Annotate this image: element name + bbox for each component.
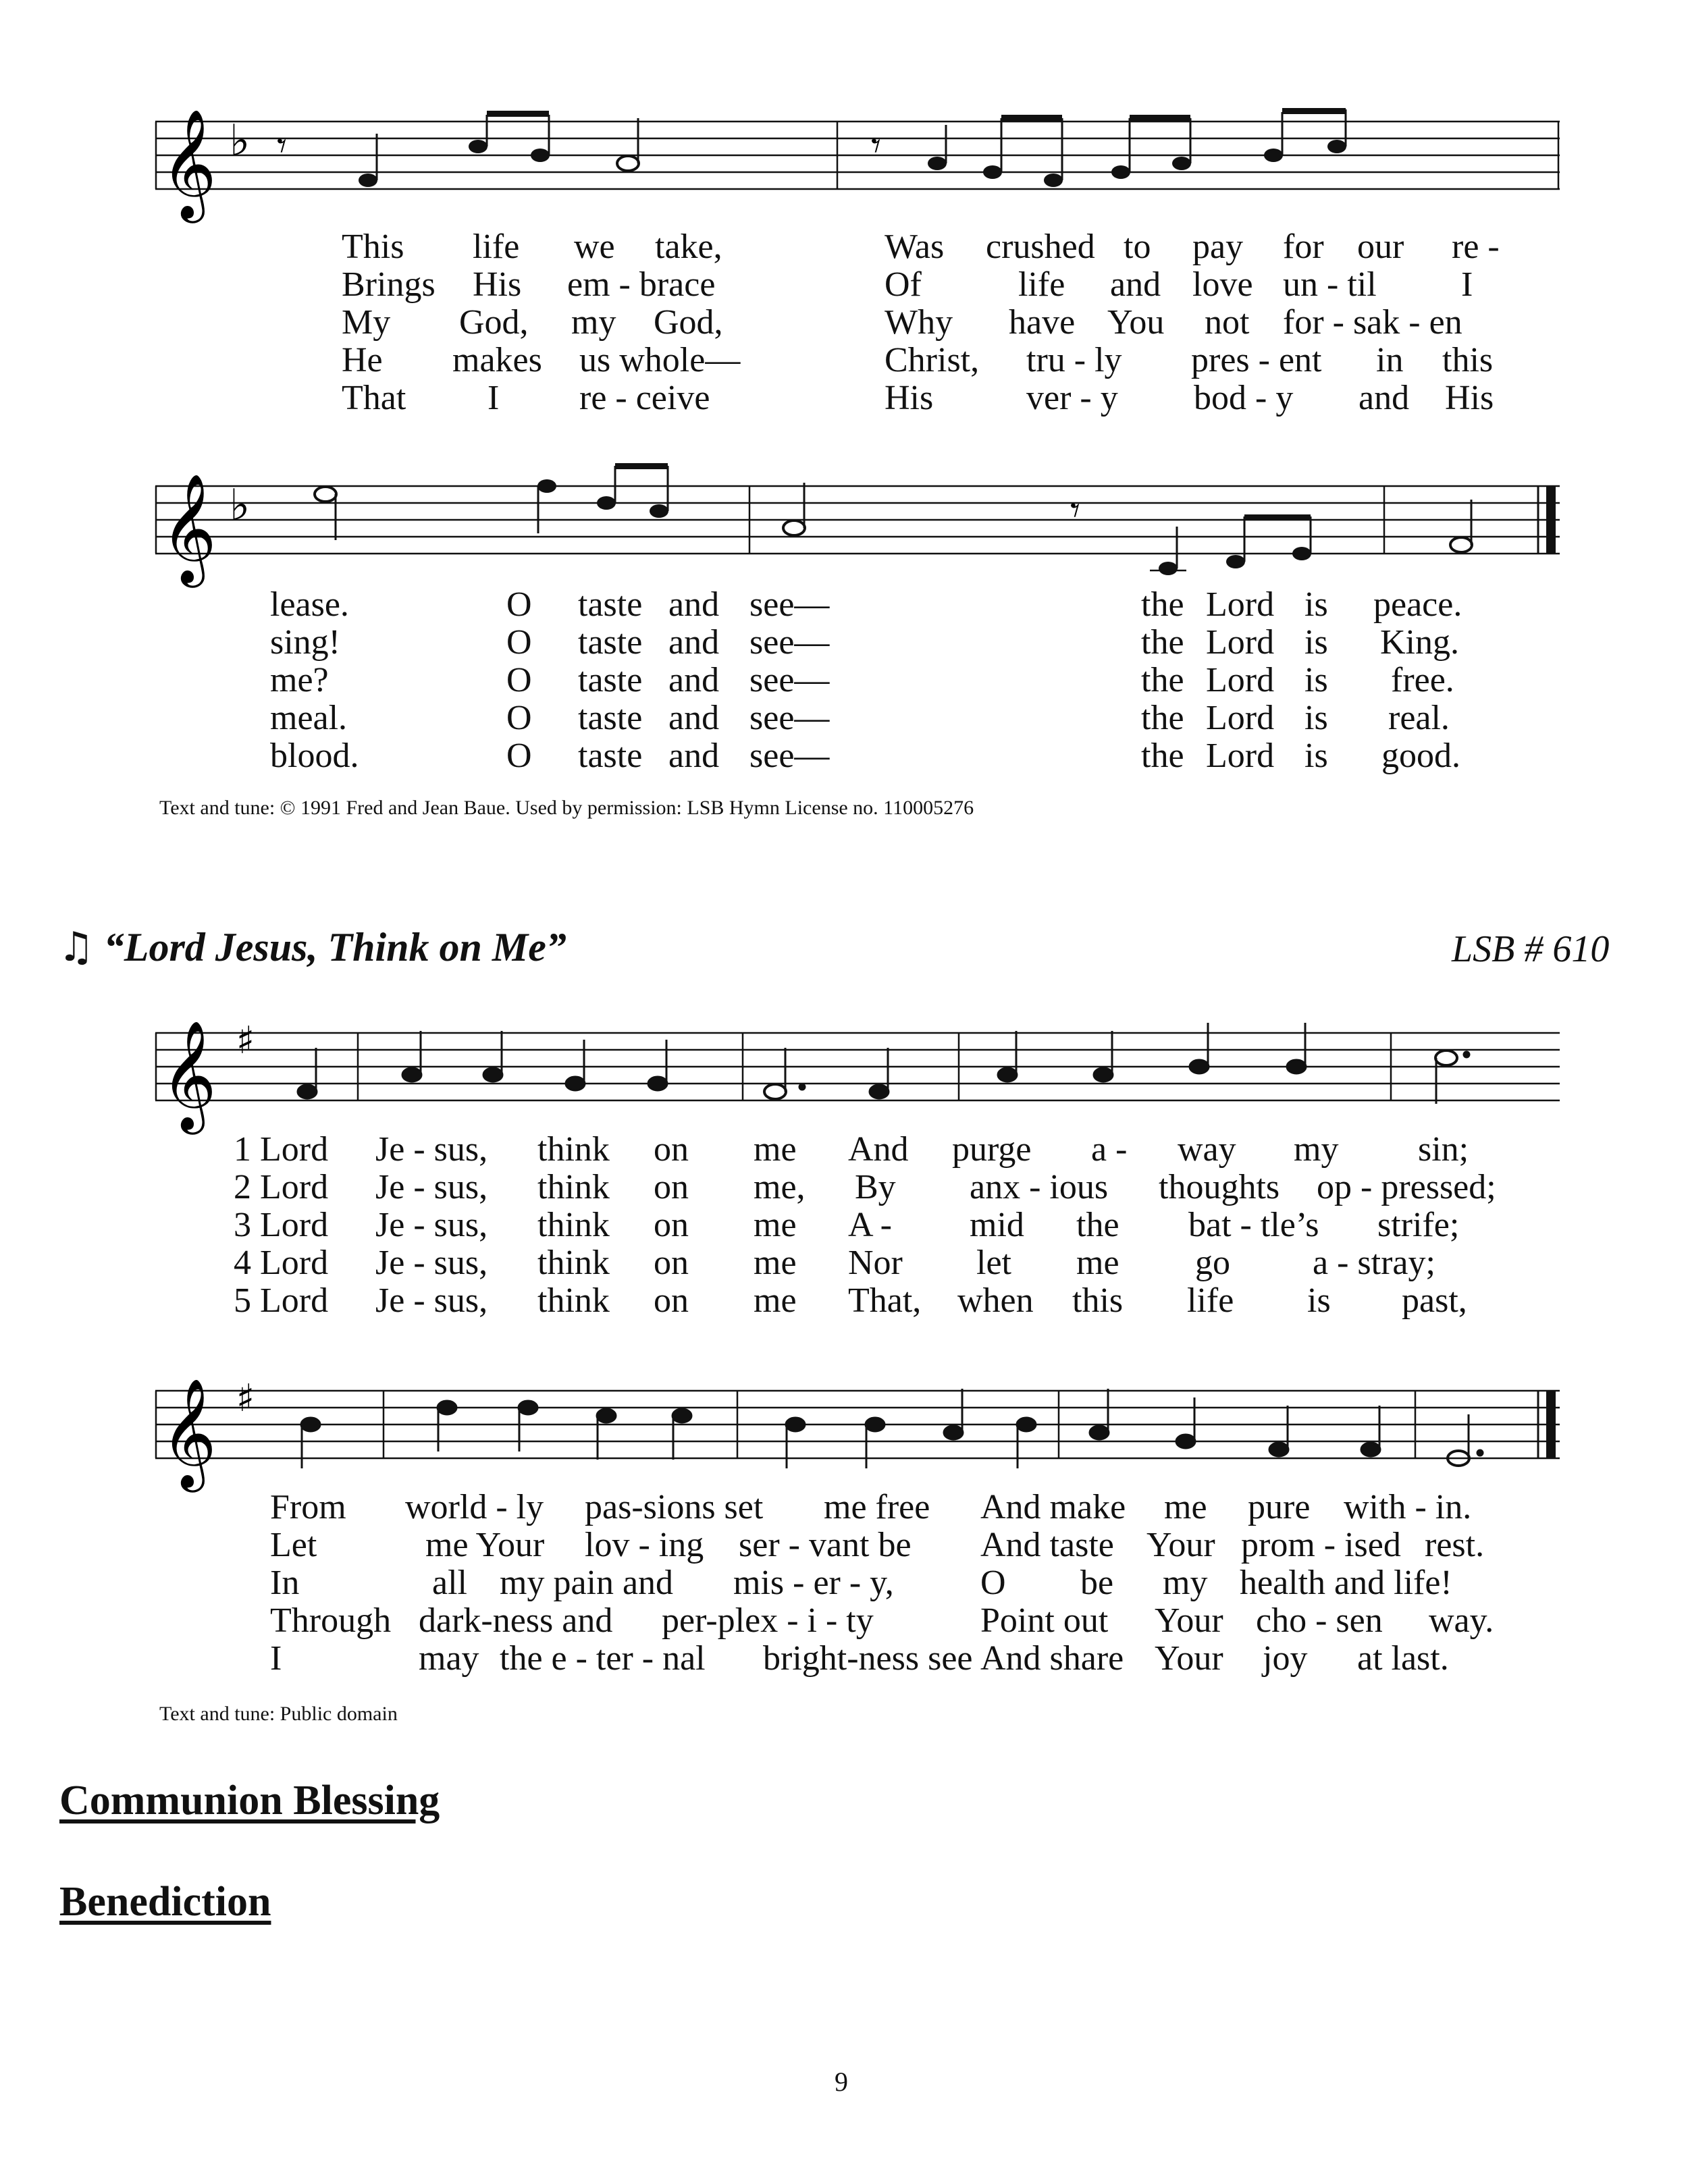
syllable: on (654, 1244, 689, 1282)
syllable: a - (1091, 1130, 1128, 1169)
syllable: per-plex - i - ty (662, 1601, 874, 1640)
svg-text:♭: ♭ (230, 481, 250, 531)
syllable: the e - ter - nal (500, 1639, 706, 1678)
syllable: go (1195, 1244, 1230, 1282)
syllable: is (1304, 699, 1328, 737)
syllable: Lord (1206, 585, 1275, 624)
syllable: Through (270, 1601, 392, 1640)
syllable: see— (749, 661, 830, 699)
syllable: cho - sen (1256, 1601, 1383, 1640)
lyric-line (0, 266, 1688, 307)
syllable: 3 Lord (234, 1206, 329, 1244)
lyric-line (0, 586, 1688, 627)
syllable: 4 Lord (234, 1244, 329, 1282)
syllable: the (1141, 623, 1184, 662)
syllable: have (1009, 303, 1076, 342)
syllable: the (1141, 737, 1184, 775)
lyric-line (0, 1282, 1688, 1323)
syllable: bright-ness see (763, 1639, 973, 1678)
syllable: mis - er - y, (733, 1564, 894, 1602)
syllable: Je - sus, (375, 1206, 488, 1244)
syllable: this (1072, 1281, 1124, 1320)
syllable: Of (885, 265, 922, 304)
syllable: Your (1155, 1601, 1223, 1640)
syllable: blood. (270, 737, 359, 775)
syllable: me (754, 1206, 797, 1244)
syllable: us whole— (579, 341, 741, 379)
hymn1-staff-1 (155, 95, 1560, 230)
syllable: un - til (1283, 265, 1377, 304)
syllable: pres - ent (1191, 341, 1322, 379)
svg-text:𝄞: 𝄞 (161, 1378, 217, 1488)
lyric-line (0, 228, 1688, 269)
syllable: 2 Lord (234, 1168, 329, 1206)
syllable: Lord (1206, 699, 1275, 737)
syllable: King. (1380, 623, 1459, 662)
syllable: my (571, 303, 616, 342)
syllable: all (432, 1564, 467, 1602)
syllable: anx - ious (970, 1168, 1109, 1206)
syllable: taste (578, 585, 643, 624)
syllable: Je - sus, (375, 1281, 488, 1320)
syllable: Your (1155, 1639, 1223, 1678)
syllable: I (1461, 265, 1473, 304)
syllable: re - (1452, 228, 1500, 266)
syllable: God, (459, 303, 529, 342)
syllable: Brings (342, 265, 436, 304)
syllable: Point out (980, 1601, 1109, 1640)
lyric-line (0, 1564, 1688, 1605)
syllable: Was (885, 228, 945, 266)
lyric-line (0, 1526, 1688, 1567)
syllable: sin; (1418, 1130, 1469, 1169)
syllable: His (473, 265, 522, 304)
syllable: He (342, 341, 383, 379)
syllable: me? (270, 661, 329, 699)
syllable: And taste (980, 1526, 1114, 1564)
syllable: ver - y (1026, 379, 1118, 417)
syllable: may (419, 1639, 479, 1678)
syllable: taste (578, 623, 643, 662)
syllable: not (1205, 303, 1250, 342)
syllable: in (1376, 341, 1404, 379)
syllable: for - sak - en (1283, 303, 1462, 342)
lyric-line (0, 699, 1688, 740)
svg-text:𝄞: 𝄞 (161, 1020, 217, 1130)
syllable: bat - tle’s (1188, 1206, 1319, 1244)
syllable: my pain and (500, 1564, 674, 1602)
syllable: sing! (270, 623, 340, 662)
syllable: ser - vant be (739, 1526, 912, 1564)
syllable: and (668, 737, 720, 775)
syllable: A - (848, 1206, 892, 1244)
syllable: taste (578, 699, 643, 737)
syllable: think (537, 1130, 610, 1169)
syllable: and (668, 661, 720, 699)
syllable: the (1141, 699, 1184, 737)
syllable: think (537, 1281, 610, 1320)
syllable: thoughts (1159, 1168, 1280, 1206)
syllable: 1 Lord (234, 1130, 329, 1169)
syllable: and (1359, 379, 1410, 417)
syllable: me (754, 1244, 797, 1282)
syllable: taste (578, 661, 643, 699)
syllable: on (654, 1206, 689, 1244)
syllable: Lord (1206, 623, 1275, 662)
music-note-icon: ♫ (58, 924, 95, 971)
syllable: is (1304, 623, 1328, 662)
communion-blessing-heading: Communion Blessing (59, 1778, 440, 1823)
lyric-line (0, 379, 1688, 420)
syllable: way. (1429, 1601, 1494, 1640)
syllable: meal. (270, 699, 348, 737)
syllable: the (1076, 1206, 1119, 1244)
syllable: my (1294, 1130, 1339, 1169)
syllable: the (1141, 585, 1184, 624)
syllable: lov - ing (585, 1526, 704, 1564)
syllable: taste (578, 737, 643, 775)
syllable: His (885, 379, 934, 417)
lyric-line (0, 1131, 1688, 1171)
syllable: em - brace (567, 265, 716, 304)
syllable: You (1107, 303, 1165, 342)
syllable: with - in. (1344, 1488, 1472, 1526)
syllable: By (855, 1168, 896, 1206)
syllable: is (1304, 585, 1328, 624)
hymn1-copyright: Text and tune: © 1991 Fred and Jean Baue. Used by permission: LSB Hymn License no. 110005276 (159, 797, 974, 819)
syllable: free. (1391, 661, 1454, 699)
syllable: O (506, 623, 532, 662)
hymn2-title (58, 924, 566, 971)
syllable: joy (1263, 1639, 1308, 1678)
syllable: Christ, (885, 341, 980, 379)
syllable: we (574, 228, 615, 266)
syllable: 5 Lord (234, 1281, 329, 1320)
syllable: pure (1248, 1488, 1311, 1526)
syllable: me, (754, 1168, 806, 1206)
syllable: makes (452, 341, 542, 379)
lyric-line (0, 1244, 1688, 1285)
syllable: Lord (1206, 661, 1275, 699)
syllable: strife; (1377, 1206, 1460, 1244)
syllable: life (1018, 265, 1065, 304)
syllable: Je - sus, (375, 1130, 488, 1169)
syllable: and (668, 585, 720, 624)
hymn2-staff-1 (155, 1006, 1560, 1141)
syllable: past, (1402, 1281, 1467, 1320)
page-number: 9 (835, 2067, 848, 2097)
syllable: and (1110, 265, 1161, 304)
syllable: tru - ly (1026, 341, 1122, 379)
svg-text:♯: ♯ (236, 1377, 255, 1420)
syllable: In (270, 1564, 300, 1602)
syllable: is (1304, 737, 1328, 775)
svg-text:𝄾: 𝄾 (871, 124, 881, 168)
syllable: way (1178, 1130, 1236, 1169)
svg-text:♭: ♭ (230, 116, 250, 166)
syllable: His (1445, 379, 1494, 417)
syllable: life (1187, 1281, 1234, 1320)
syllable: prom - ised (1241, 1526, 1401, 1564)
syllable: on (654, 1168, 689, 1206)
syllable: real. (1388, 699, 1450, 737)
syllable: op - pressed; (1317, 1168, 1496, 1206)
syllable: peace. (1373, 585, 1462, 624)
syllable: see— (749, 699, 830, 737)
syllable: Why (885, 303, 953, 342)
lyric-line (0, 304, 1688, 344)
syllable: be (1080, 1564, 1114, 1602)
syllable: pay (1192, 228, 1244, 266)
syllable: love (1192, 265, 1253, 304)
syllable: good. (1381, 737, 1460, 775)
syllable: a - stray; (1313, 1244, 1435, 1282)
syllable: to (1124, 228, 1151, 266)
syllable: when (957, 1281, 1034, 1320)
syllable: Je - sus, (375, 1244, 488, 1282)
syllable: see— (749, 623, 830, 662)
syllable: Je - sus, (375, 1168, 488, 1206)
syllable: God, (654, 303, 723, 342)
syllable: crushed (986, 228, 1095, 266)
lyric-line (0, 1640, 1688, 1680)
hymn2-number: LSB # 610 (1452, 928, 1610, 970)
lyric-line (0, 624, 1688, 664)
syllable: world - ly (405, 1488, 544, 1526)
lyric-line (0, 1489, 1688, 1529)
syllable: is (1307, 1281, 1331, 1320)
syllable: My (342, 303, 391, 342)
syllable: O (506, 737, 532, 775)
syllable: And share (980, 1639, 1124, 1678)
syllable: me free (824, 1488, 930, 1526)
syllable: Let (270, 1526, 317, 1564)
svg-text:𝄞: 𝄞 (161, 109, 217, 219)
syllable: think (537, 1206, 610, 1244)
syllable: let (976, 1244, 1011, 1282)
svg-text:𝄾: 𝄾 (1070, 489, 1080, 533)
syllable: think (537, 1244, 610, 1282)
syllable: see— (749, 737, 830, 775)
lyric-line (0, 1206, 1688, 1247)
syllable: see— (749, 585, 830, 624)
syllable: take, (655, 228, 722, 266)
syllable: my (1163, 1564, 1208, 1602)
syllable: And (848, 1130, 909, 1169)
syllable: me Your (425, 1526, 545, 1564)
syllable: Nor (848, 1244, 903, 1282)
syllable: me (754, 1130, 797, 1169)
syllable: mid (970, 1206, 1024, 1244)
syllable: for (1283, 228, 1324, 266)
syllable: at last. (1357, 1639, 1449, 1678)
syllable: is (1304, 661, 1328, 699)
syllable: pas-sions set (585, 1488, 764, 1526)
syllable: our (1357, 228, 1404, 266)
svg-text:𝄾: 𝄾 (277, 124, 287, 168)
syllable: me (1076, 1244, 1119, 1282)
syllable: this (1442, 341, 1494, 379)
syllable: bod - y (1194, 379, 1294, 417)
hymn2-copyright: Text and tune: Public domain (159, 1703, 398, 1725)
syllable: O (506, 661, 532, 699)
syllable: O (506, 585, 532, 624)
syllable: I (270, 1639, 282, 1678)
syllable: This (342, 228, 404, 266)
syllable: And make (980, 1488, 1126, 1526)
syllable: think (537, 1168, 610, 1206)
syllable: dark-ness and (419, 1601, 613, 1640)
lyric-line (0, 662, 1688, 702)
lyric-line (0, 737, 1688, 778)
lyric-line (0, 342, 1688, 382)
hymn2-staff-2 (155, 1364, 1560, 1499)
syllable: From (270, 1488, 346, 1526)
syllable: O (506, 699, 532, 737)
syllable: lease. (270, 585, 349, 624)
syllable: me (1164, 1488, 1207, 1526)
lyric-line (0, 1602, 1688, 1643)
syllable: on (654, 1281, 689, 1320)
syllable: on (654, 1130, 689, 1169)
syllable: the (1141, 661, 1184, 699)
syllable: and (668, 623, 720, 662)
syllable: Your (1146, 1526, 1215, 1564)
syllable: re - ceive (579, 379, 710, 417)
syllable: O (980, 1564, 1006, 1602)
syllable: life (473, 228, 520, 266)
syllable: rest. (1425, 1526, 1485, 1564)
syllable: health and life! (1240, 1564, 1452, 1602)
syllable: I (487, 379, 500, 417)
hymn1-staff-2 (155, 459, 1560, 594)
syllable: me (754, 1281, 797, 1320)
syllable: That, (848, 1281, 922, 1320)
svg-text:♯: ♯ (236, 1019, 255, 1063)
syllable: purge (952, 1130, 1032, 1169)
hymn2-title-text: “Lord Jesus, Think on Me” (103, 925, 566, 969)
lyric-line (0, 1169, 1688, 1209)
syllable: and (668, 699, 720, 737)
syllable: Lord (1206, 737, 1275, 775)
benediction-heading: Benediction (59, 1879, 271, 1925)
svg-text:𝄞: 𝄞 (161, 473, 217, 583)
syllable: That (342, 379, 406, 417)
